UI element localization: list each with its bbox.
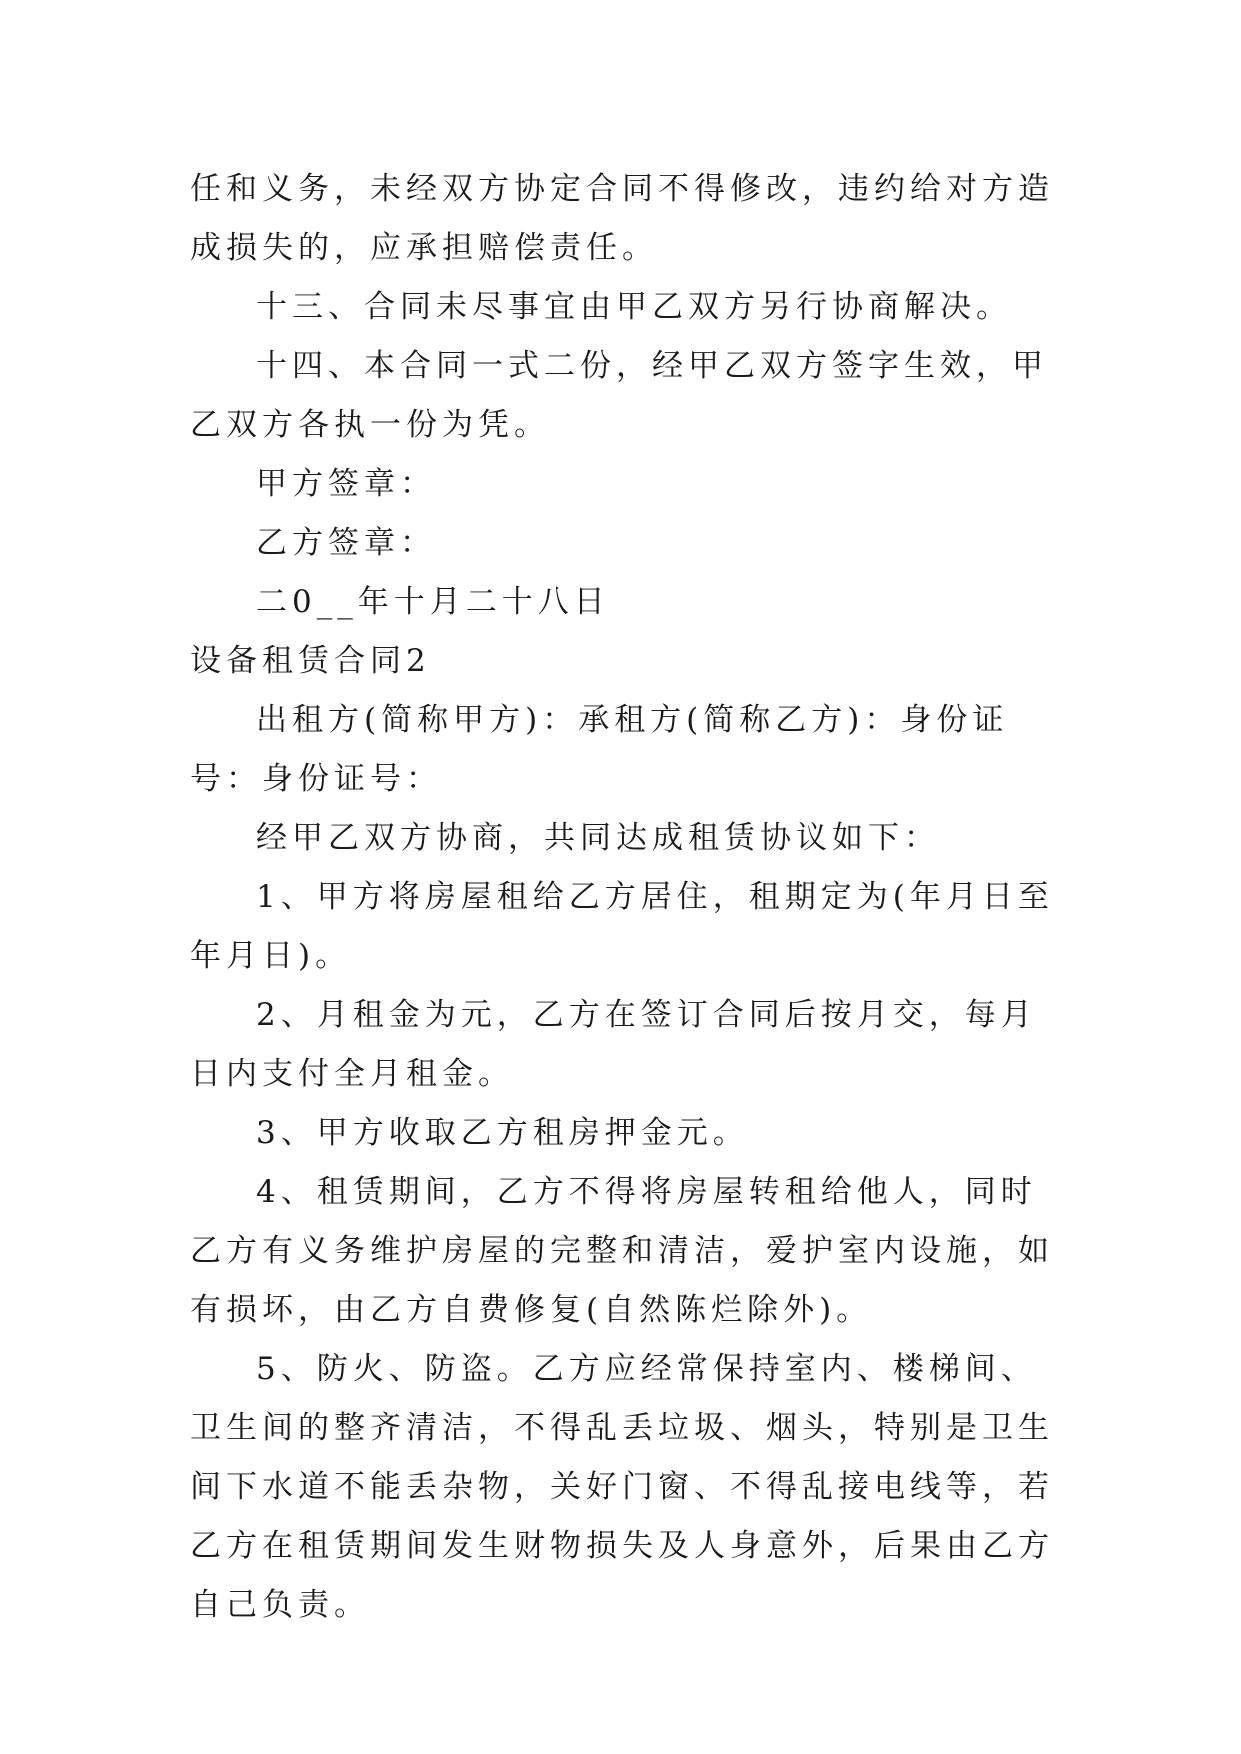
clause-13: 十三、合同未尽事宜由甲乙双方另行协商解决。 [256, 289, 1012, 325]
term-1: 1、甲方将房屋租给乙方居住，租期定为(年月日至年月日)。 [190, 879, 1054, 974]
parties-line: 出租方(简称甲方)：承租方(简称乙方)：身份证号：身份证号： [190, 702, 1009, 797]
paragraph-continuation: 任和义务，未经双方协定合同不得修改，违约给对方造成损失的，应承担赔偿责任。 [190, 171, 1054, 266]
agreement-intro: 经甲乙双方协商，共同达成租赁协议如下： [256, 820, 940, 856]
term-4: 4、租赁期间，乙方不得将房屋转租给他人，同时乙方有义务维护房屋的完整和清洁，爱护室内设施，如有损坏，由乙方自费修复(自然陈烂除外)。 [190, 1174, 1054, 1328]
contract-title: 设备租赁合同2 [190, 643, 431, 679]
term-5: 5、防火、防盗。乙方应经常保持室内、楼梯间、卫生间的整齐清洁，不得乱丢垃圾、烟头，特别是卫生间下水道不能丢杂物，关好门窗、不得乱接电线等，若乙方在租赁期间发生财物损失及人身意外，后果由乙方自己负责。 [190, 1351, 1054, 1623]
clause-14: 十四、本合同一式二份，经甲乙双方签字生效，甲乙双方各执一份为凭。 [190, 348, 1048, 443]
signing-date: 二0__年十月二十八日 [256, 584, 610, 620]
document-body [190, 160, 1070, 1635]
term-2: 2、月租金为元，乙方在签订合同后按月交，每月日内支付全月租金。 [190, 997, 1037, 1092]
party-a-signature-label: 甲方签章： [256, 466, 436, 502]
term-3: 3、甲方收取乙方租房押金元。 [256, 1115, 749, 1151]
party-b-signature-label: 乙方签章： [256, 525, 436, 561]
